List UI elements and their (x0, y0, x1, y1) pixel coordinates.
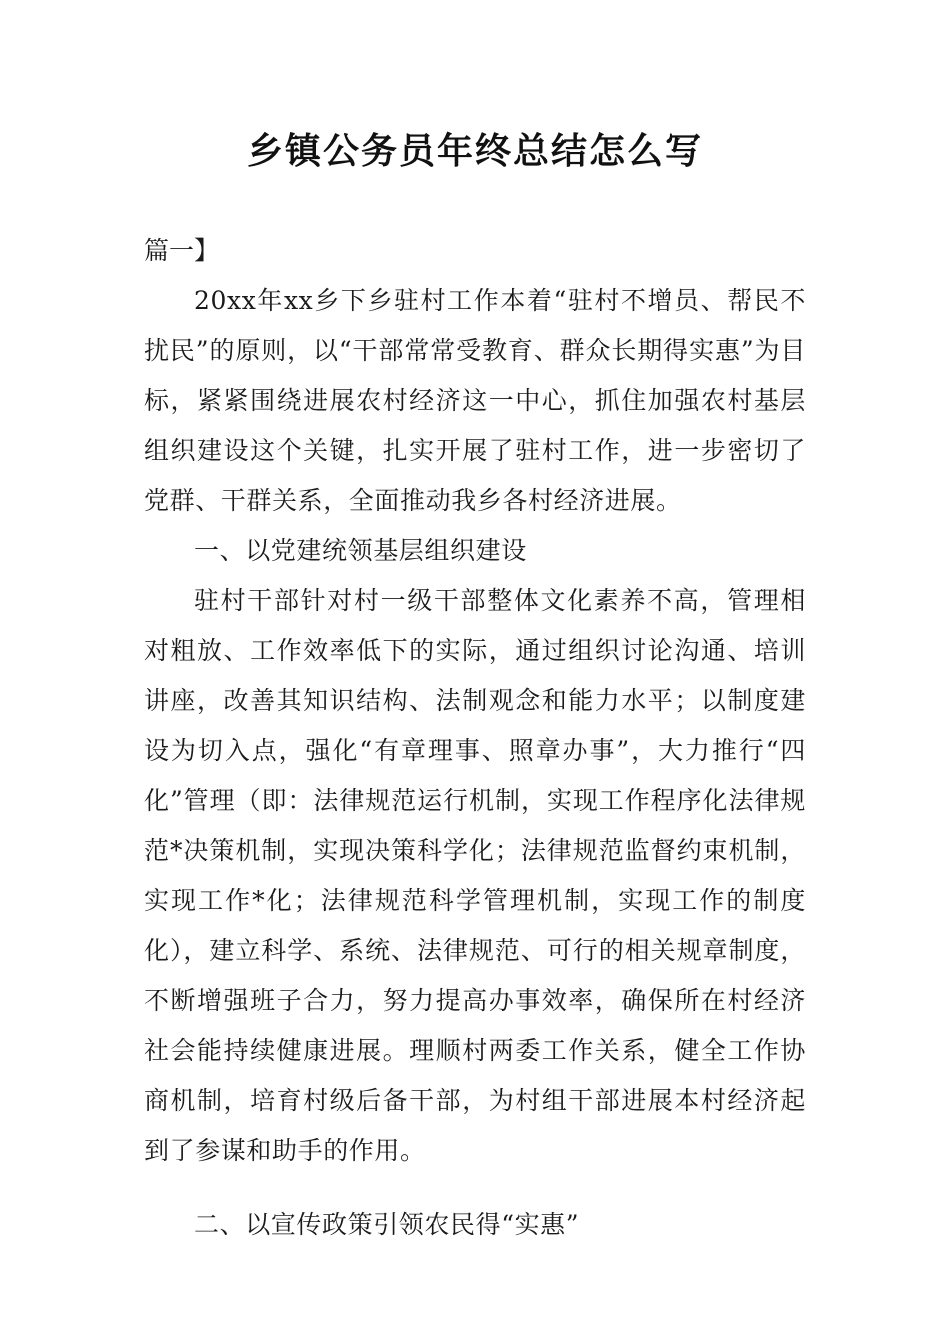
section-heading-2: 二、以宣传政策引领农民得“实惠” (194, 1210, 580, 1239)
section-label: 篇一】 (144, 236, 220, 265)
body-paragraph-1: 驻村干部针对村一级干部整体文化素养不高，管理相对粗放、工作效率低下的实际，通过组织讨论沟通、培训讲座，改善其知识结构、法制观念和能力水平；以制度建设为切入点，强化“有章理事、照章办事”，大力推行“四化”管理（即：法律规范运行机制，实现工作程序化法律规范*决策机制，实现决策科学化；法律规范监督约束机制，实现工作*化；法律规范科学管理机制，实现工作的制度化），建立科学、系统、法律规范、可行的相关规章制度，不断增强班子合力，努力提高办事效率，确保所在村经济社会能持续健康进展。理顺村两委工作关系，健全工作协商机制，培育村级后备干部，为村组干部进展本村经济起到了参谋和助手的作用。 (144, 586, 806, 1165)
document-body (144, 226, 806, 1250)
section-heading-1: 一、以党建统领基层组织建设 (194, 536, 527, 565)
document-title: 乡镇公务员年终总结怎么写 (246, 131, 703, 172)
intro-paragraph: 20xx年xx乡下乡驻村工作本着“驻村不增员、帮民不扰民”的原则，以“干部常常受教育、群众长期得实惠”为目标，紧紧围绕进展农村经济这一中心，抓住加强农村基层组织建设这个关键，扎实开展了驻村工作，进一步密切了党群、干群关系，全面推动我乡各村经济进展。 (144, 286, 806, 515)
